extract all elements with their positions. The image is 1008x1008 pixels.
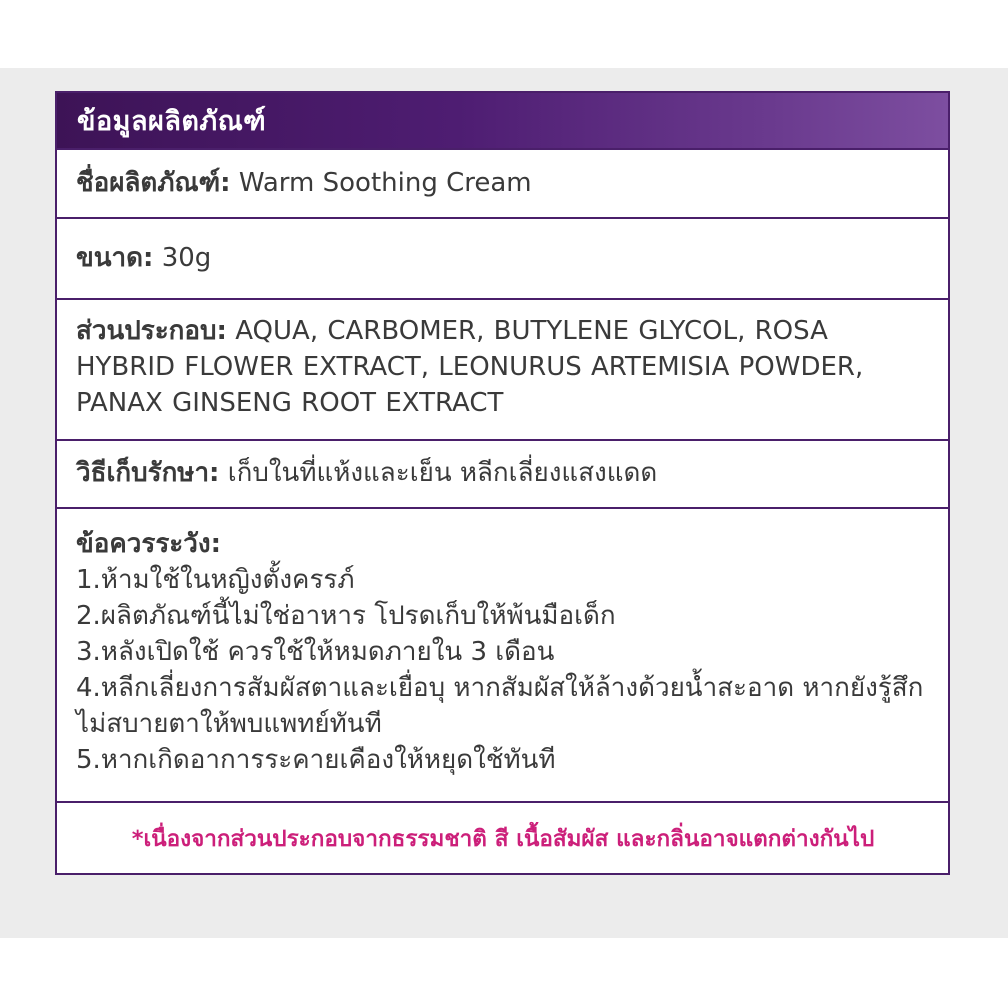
warning-item: 5.หากเกิดอาการระคายเคืองให้หยุดใช้ทันที: [76, 745, 556, 775]
storage-row: [57, 439, 948, 507]
ingredients-value: AQUA, CARBOMER, BUTYLENE GLYCOL, ROSA HYBRID FLOWER EXTRACT, LEONURUS ARTEMISIA POWDER, PANAX GINSENG ROOT EXTRACT: [76, 316, 864, 418]
warning-item: 4.หลีกเลี่ยงการสัมผัสตาและเยื่อบุ หากสัมผัสให้ล้างด้วยน้ำสะอาด หากยังรู้สึกไม่สบายตาให้พบแพทย์ทันที: [76, 673, 924, 739]
warnings-label: ข้อควรระวัง:: [76, 529, 221, 559]
product-info-card: [55, 91, 950, 875]
size-label: ขนาด:: [76, 243, 154, 273]
warning-item: 2.ผลิตภัณฑ์นี้ไม่ใช่อาหาร โปรดเก็บให้พ้นมือเด็ก: [76, 601, 616, 631]
storage-value: เก็บในที่แห้งและเย็น หลีกเลี่ยงแสงแดด: [227, 458, 658, 488]
product-name-value: Warm Soothing Cream: [238, 168, 532, 198]
card-header: [57, 93, 948, 148]
card-title: ข้อมูลผลิตภัณฑ์: [77, 106, 267, 137]
warning-item: 3.หลังเปิดใช้ ควรใช้ให้หมดภายใน 3 เดือน: [76, 637, 555, 667]
ingredients-row: [57, 298, 948, 439]
storage-label: วิธีเก็บรักษา:: [76, 458, 220, 488]
warnings-row: [57, 507, 948, 801]
size-row: [57, 217, 948, 298]
product-name-label: ชื่อผลิตภัณฑ์:: [76, 168, 231, 198]
size-value: 30g: [161, 243, 212, 273]
ingredients-label: ส่วนประกอบ:: [76, 316, 227, 346]
disclaimer-note: *เนื่องจากส่วนประกอบจากธรรมชาติ สี เนื้อสัมผัส และกลิ่นอาจแตกต่างกันไป: [131, 826, 875, 852]
disclaimer-row: [57, 801, 948, 875]
product-name-row: [57, 148, 948, 217]
warning-item: 1.ห้ามใช้ในหญิงตั้งครรภ์: [76, 565, 355, 595]
